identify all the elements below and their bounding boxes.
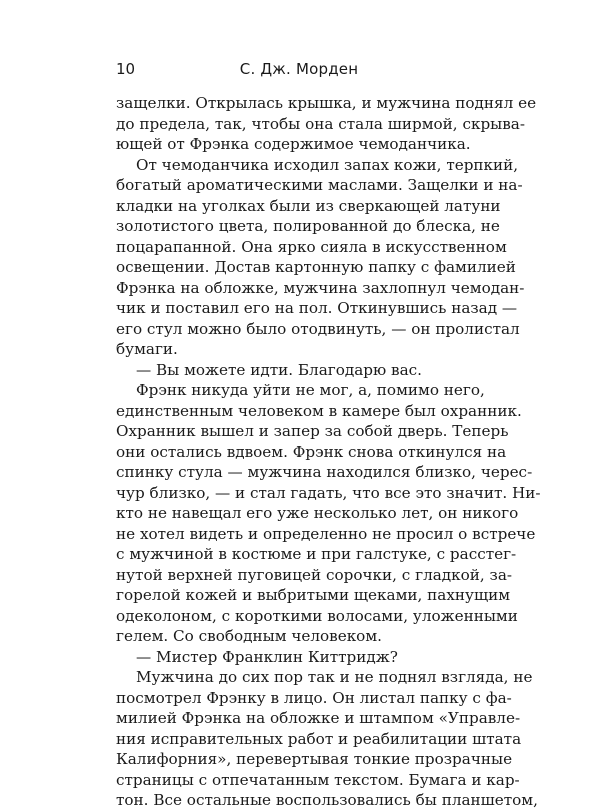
text-line: богатый ароматическими маслами. Защелки и на-: [116, 176, 523, 194]
text-line: От чемоданчика исходил запах кожи, терпкий,: [136, 155, 519, 174]
running-head-author: С. Дж. Морден: [239, 60, 359, 78]
text-line: милией Фрэнка на обложке и штампом «Управле-: [116, 709, 521, 727]
text-line: они остались вдвоем. Фрэнк снова откинулся на: [116, 442, 507, 461]
text-line: спинку стула — мужчина находился близко, черес-: [116, 463, 533, 481]
text-line: ния исправительных работ и реабилитации штата: [116, 729, 522, 748]
text-line: тон. Все остальные воспользовались бы планшетом,: [116, 791, 538, 809]
text-line: до предела, так, чтобы она стала ширмой, скрыва-: [116, 114, 525, 133]
text-line: поцарапанной. Она ярко сияла в искусственном: [116, 237, 507, 256]
text-line: освещении. Достав картонную папку с фамилией: [116, 258, 516, 276]
text-line: Фрэнк никуда уйти не мог, а, помимо него,: [136, 381, 485, 399]
text-line: бумаги.: [116, 340, 178, 358]
text-line: золотистого цвета, полированной до блеска, не: [116, 217, 500, 235]
text-line: гелем. Со свободным человеком.: [116, 627, 382, 645]
text-line: единственным человеком в камере был охранник.: [116, 401, 522, 420]
text-line: Мужчина до сих пор так и не поднял взгляда, не: [136, 668, 533, 686]
text-line: ющей от Фрэнка содержимое чемоданчика.: [116, 135, 471, 153]
text-line: чур близко, — и стал гадать, что все это значит. Ни-: [116, 483, 541, 502]
text-line: — Вы можете идти. Благодарю вас.: [136, 360, 422, 379]
text-line: Фрэнка на обложке, мужчина захлопнул чемодан-: [116, 278, 525, 297]
text-line: не хотел видеть и определенно не просил о встрече: [116, 524, 536, 543]
text-line: чик и поставил его на пол. Откинувшись назад —: [116, 299, 518, 317]
text-line: одеколоном, с короткими волосами, уложенными: [116, 606, 518, 625]
text-line: — Мистер Франклин Киттридж?: [136, 647, 398, 666]
text-line: кладки на уголках были из сверкающей латуни: [116, 196, 501, 215]
text-line: кто не навещал его уже несколько лет, он никого: [116, 504, 519, 522]
text-line: с мужчиной в костюме и при галстуке, с расстег-: [116, 545, 517, 563]
text-line: страницы с отпечатанным текстом. Бумага и кар-: [116, 770, 520, 789]
text-line: защелки. Открылась крышка, и мужчина поднял ее: [116, 94, 537, 112]
text-line: горелой кожей и выбритыми щеками, пахнущим: [116, 586, 511, 604]
text-line: его стул можно было отодвинуть, — он пролистал: [116, 319, 520, 338]
page-header: [116, 60, 482, 82]
body-text: [116, 93, 541, 811]
text-line: Охранник вышел и запер за собой дверь. Теперь: [116, 422, 509, 440]
text-line: Калифорния», перевертывая тонкие прозрачные: [116, 750, 513, 768]
page-number: 10: [116, 60, 136, 78]
text-line: нутой верхней пуговицей сорочки, с гладкой, за-: [116, 565, 513, 584]
text-line: посмотрел Фрэнку в лицо. Он листал папку с фа-: [116, 688, 512, 707]
